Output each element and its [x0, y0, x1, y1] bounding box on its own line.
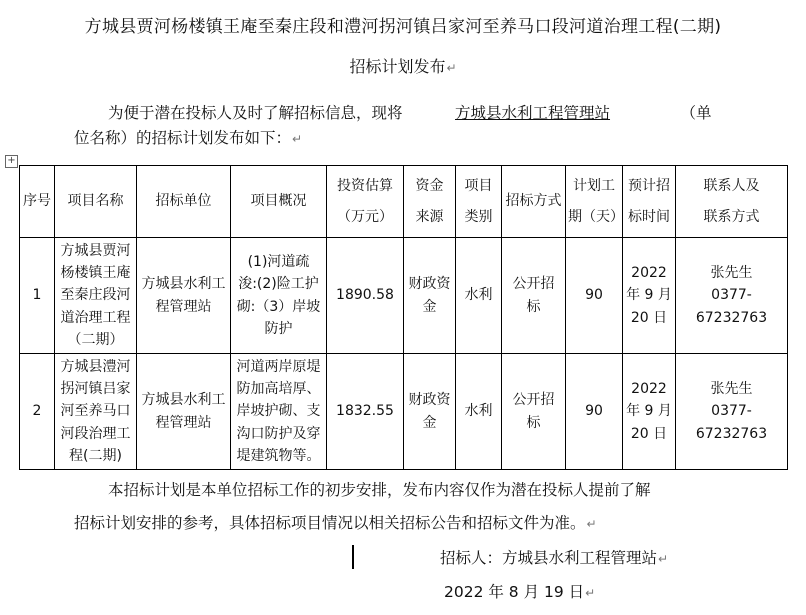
header-category: 项目 类别 — [456, 166, 502, 238]
cell-period: 90 — [566, 238, 623, 354]
header-project-name: 项目名称 — [55, 166, 137, 238]
header-no: 序号 — [20, 166, 55, 238]
cell-no: 1 — [20, 238, 55, 354]
table-row — [20, 354, 788, 470]
header-fund-source: 资金 来源 — [404, 166, 456, 238]
intro-unit-name: 方城县水利工程管理站 — [455, 104, 611, 122]
cell-project-name: 方城县澧河 拐河镇吕家 河至养马口 河段治理工 程(二期) — [55, 354, 137, 470]
paragraph-mark-icon: ↵ — [585, 586, 596, 600]
header-method: 招标方式 — [502, 166, 566, 238]
cell-overview: (1)河道疏 浚:(2)险工护 砌:（3）岸坡 防护 — [231, 238, 327, 354]
cell-category: 水利 — [456, 238, 502, 354]
cell-period: 90 — [566, 354, 623, 470]
cell-method: 公开招 标 — [502, 238, 566, 354]
cell-bidding-unit: 方城县水利工 程管理站 — [137, 354, 231, 470]
cell-fund-source: 财政资 金 — [404, 238, 456, 354]
cell-contact: 张先生 0377-67232763 — [676, 354, 788, 470]
header-time: 预计招 标时间 — [623, 166, 676, 238]
cell-investment: 1890.58 — [327, 238, 404, 354]
header-bidding-unit: 招标单位 — [137, 166, 231, 238]
text-cursor — [352, 545, 354, 569]
footer-note-line-1: 本招标计划是本单位招标工作的初步安排，发布内容仅作为潜在投标人提前了解 — [108, 481, 651, 499]
cell-method: 公开招 标 — [502, 354, 566, 470]
paragraph-mark-icon: ↵ — [292, 132, 303, 146]
cell-time: 2022 年 9 月 20 日 — [623, 354, 676, 470]
intro-line-2: 位名称）的招标计划发布如下：↵ — [74, 129, 303, 147]
header-overview: 项目概况 — [231, 166, 327, 238]
cell-time: 2022 年 9 月 20 日 — [623, 238, 676, 354]
cell-bidding-unit: 方城县水利工 程管理站 — [137, 238, 231, 354]
footer-date: 2022 年 8 月 19 日↵ — [444, 583, 596, 601]
document-title: 方城县贾河杨楼镇王庵至秦庄段和澧河拐河镇吕家河至养马口段河道治理工程(二期) — [84, 17, 722, 37]
footer-signer: 招标人：方城县水利工程管理站↵ — [440, 549, 669, 567]
cell-fund-source: 财政资 金 — [404, 354, 456, 470]
table-header-row — [20, 166, 788, 238]
cell-investment: 1832.55 — [327, 354, 404, 470]
header-period: 计划工 期（天） — [566, 166, 623, 238]
paragraph-mark-icon: ↵ — [446, 61, 457, 75]
cell-no: 2 — [20, 354, 55, 470]
paragraph-mark-icon: ↵ — [658, 552, 669, 566]
header-contact: 联系人及 联系方式 — [676, 166, 788, 238]
paragraph-mark-icon: ↵ — [586, 517, 597, 531]
table-move-handle-icon[interactable]: + — [5, 155, 18, 168]
footer-note-line-2: 招标计划安排的参考，具体招标项目情况以相关招标公告和招标文件为准。↵ — [74, 514, 597, 532]
document-subtitle: 招标计划发布↵ — [349, 57, 457, 76]
cell-overview: 河道两岸原堤 防加高培厚、 岸坡护砌、支 沟口防护及穿 堤建筑物等。 — [231, 354, 327, 470]
header-investment: 投资估算 （万元） — [327, 166, 404, 238]
table-row — [20, 238, 788, 354]
cell-contact: 张先生 0377-67232763 — [676, 238, 788, 354]
cell-project-name: 方城县贾河 杨楼镇王庵 至秦庄段河 道治理工程 （二期） — [55, 238, 137, 354]
bidding-plan-table — [19, 165, 788, 470]
cell-category: 水利 — [456, 354, 502, 470]
intro-line-1: 为便于潜在投标人及时了解招标信息，现将 方城县水利工程管理站 （单 — [108, 101, 712, 123]
